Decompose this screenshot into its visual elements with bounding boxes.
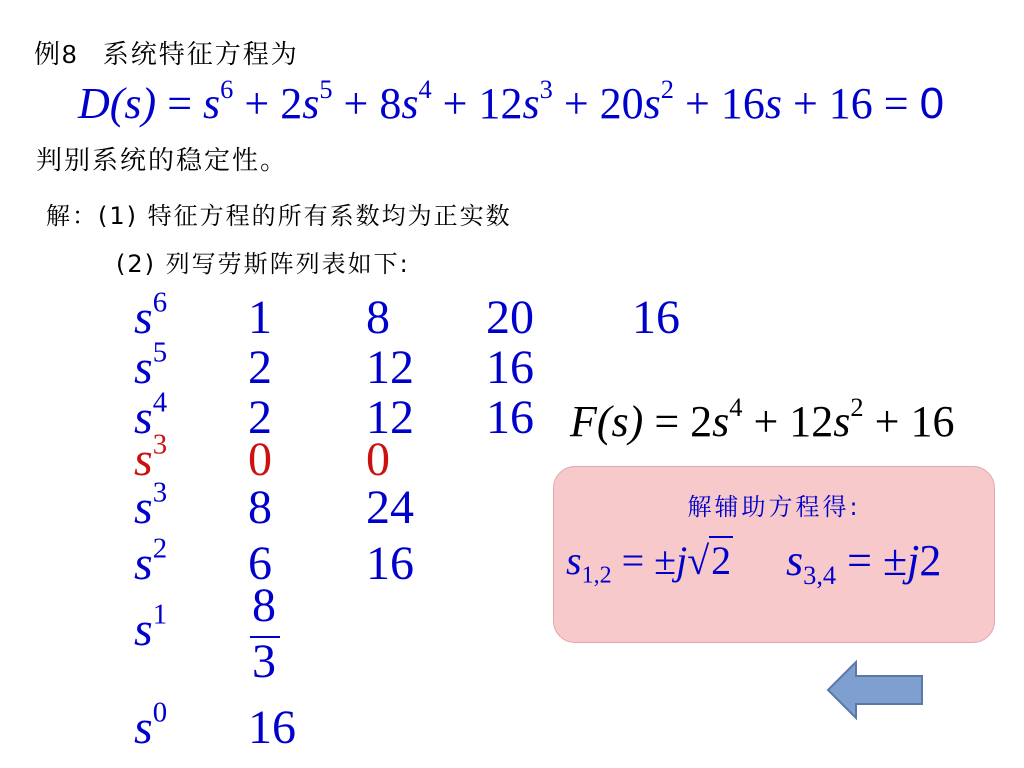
root-1-2: [566, 537, 733, 589]
example-number: 例8: [34, 39, 79, 69]
aux-poly-coefficient: 16: [910, 397, 955, 446]
solution-step-2: (2) 列写劳斯阵列表如下:: [116, 250, 410, 278]
equation-exponent: 6: [220, 74, 234, 105]
equation-coefficient: 12: [478, 79, 523, 128]
aux-poly-exponent: 2: [850, 392, 864, 423]
equation-rhs: 0: [919, 79, 945, 128]
routh-row-label-s0: $s^0$: [134, 696, 168, 754]
routh-row-power: 5: [152, 336, 168, 369]
aux-poly-operator: +: [863, 397, 911, 446]
equation-operator: +: [673, 79, 721, 128]
equation-coefficient: 2: [280, 79, 303, 128]
routh-cell: 1: [248, 291, 272, 344]
routh-row-power: 3: [152, 428, 168, 461]
equation-operator: +: [233, 79, 281, 128]
aux-poly-operator: =: [643, 397, 691, 446]
routh-cell: 24: [366, 481, 414, 534]
routh-fraction-numerator: 8: [252, 579, 276, 632]
back-navigation-button[interactable]: [826, 660, 926, 720]
routh-row-power: 2: [152, 532, 168, 565]
routh-row-label-s3: $s^3$: [134, 476, 168, 534]
aux-poly-coefficient: 2: [690, 397, 713, 446]
routh-row-power: 0: [152, 696, 168, 729]
root-3-4-operator: =: [836, 536, 883, 585]
routh-cell: 8: [366, 291, 390, 344]
routh-row-label-s5: $s^5$: [134, 336, 168, 394]
equation-variable: s: [203, 79, 221, 128]
aux-poly-variable: s: [712, 397, 730, 446]
routh-row-label-s2: $s^2$: [134, 532, 168, 590]
routh-row-power: 6: [152, 286, 168, 319]
routh-cell: 12: [366, 341, 414, 394]
routh-row-power: 1: [152, 598, 168, 631]
solution-step-1: 解：(1) 特征方程的所有系数均为正实数: [46, 202, 512, 230]
left-arrow-icon: [826, 660, 926, 720]
equation-exponent: 2: [660, 74, 674, 105]
equation-variable: s: [643, 79, 661, 128]
aux-poly-lhs: F(s): [570, 397, 644, 446]
aux-poly-operator: +: [742, 397, 790, 446]
question-text: 判别系统的稳定性。: [36, 146, 289, 176]
auxiliary-polynomial: [570, 392, 955, 447]
routh-cell: 16: [486, 391, 534, 444]
routh-row-label-s6: $s^6$: [134, 286, 168, 344]
routh-cell: 20: [486, 291, 534, 344]
root-1-2-radicand: 2: [711, 538, 732, 583]
routh-cell: 2: [248, 391, 272, 444]
aux-poly-variable: s: [833, 397, 851, 446]
routh-fraction-denominator: 3: [252, 635, 276, 688]
root-3-4-subscript: 3,4: [803, 560, 837, 591]
equation-operator: =: [156, 79, 204, 128]
equation-operator: +: [552, 79, 600, 128]
equation-variable: s: [302, 79, 320, 128]
routh-row-power: 3: [152, 476, 168, 509]
routh-cell: 16: [248, 701, 296, 754]
equation-exponent: 4: [418, 74, 432, 105]
root-1-2-sqrt: [687, 537, 733, 584]
routh-row-label-s3: $s^3$: [134, 428, 168, 486]
routh-cell: 6: [248, 537, 272, 590]
routh-cell: 16: [632, 291, 680, 344]
root-1-2-operator: =: [611, 538, 655, 583]
example-heading: [34, 34, 299, 71]
routh-cell: 16: [366, 537, 414, 590]
equation-operator: +: [781, 79, 829, 128]
equation-coefficient: 8: [379, 79, 402, 128]
aux-poly-coefficient: 12: [789, 397, 834, 446]
auxiliary-solution-box: [553, 466, 995, 643]
aux-poly-exponent: 4: [729, 392, 743, 423]
equation-operator: =: [872, 79, 920, 128]
root-1-2-radical-sign: √: [687, 538, 710, 583]
routh-row-power: 4: [152, 386, 168, 419]
root-3-4: [786, 535, 942, 591]
equation-variable: s: [764, 79, 782, 128]
equation-coefficient: 16: [828, 79, 873, 128]
routh-cell: 0: [366, 433, 390, 486]
equation-exponent: 3: [539, 74, 553, 105]
root-3-4-variable: s: [786, 536, 804, 585]
routh-cell: 12: [366, 391, 414, 444]
example-heading-text: 系统特征方程为: [102, 40, 299, 70]
routh-cell: 2: [248, 341, 272, 394]
equation-variable: s: [401, 79, 419, 128]
root-3-4-imaginary-unit: j: [907, 536, 920, 585]
auxiliary-solution-title: 解辅助方程得:: [687, 493, 861, 521]
root-1-2-variable: s: [566, 538, 582, 583]
root-1-2-imaginary-unit: j: [676, 538, 688, 583]
routh-cell: 8: [248, 481, 272, 534]
equation-variable: s: [522, 79, 540, 128]
routh-fraction-bar: [250, 636, 280, 638]
root-1-2-subscript: 1,2: [581, 562, 612, 589]
routh-row-label-s4: $s^4$: [134, 386, 168, 444]
equation-lhs: D(s): [78, 79, 157, 128]
routh-cell: 16: [486, 341, 534, 394]
equation-exponent: 5: [319, 74, 333, 105]
equation-coefficient: 20: [599, 79, 644, 128]
root-1-2-plus-minus: ±: [654, 538, 677, 583]
root-3-4-plus-minus: ±: [882, 536, 908, 585]
root-3-4-value: 2: [919, 536, 942, 585]
routh-cell: 0: [248, 433, 272, 486]
routh-row-label-s1: $s^1$: [134, 598, 168, 656]
equation-coefficient: 16: [720, 79, 765, 128]
equation-operator: +: [332, 79, 380, 128]
characteristic-equation: [78, 74, 945, 129]
equation-operator: +: [431, 79, 479, 128]
